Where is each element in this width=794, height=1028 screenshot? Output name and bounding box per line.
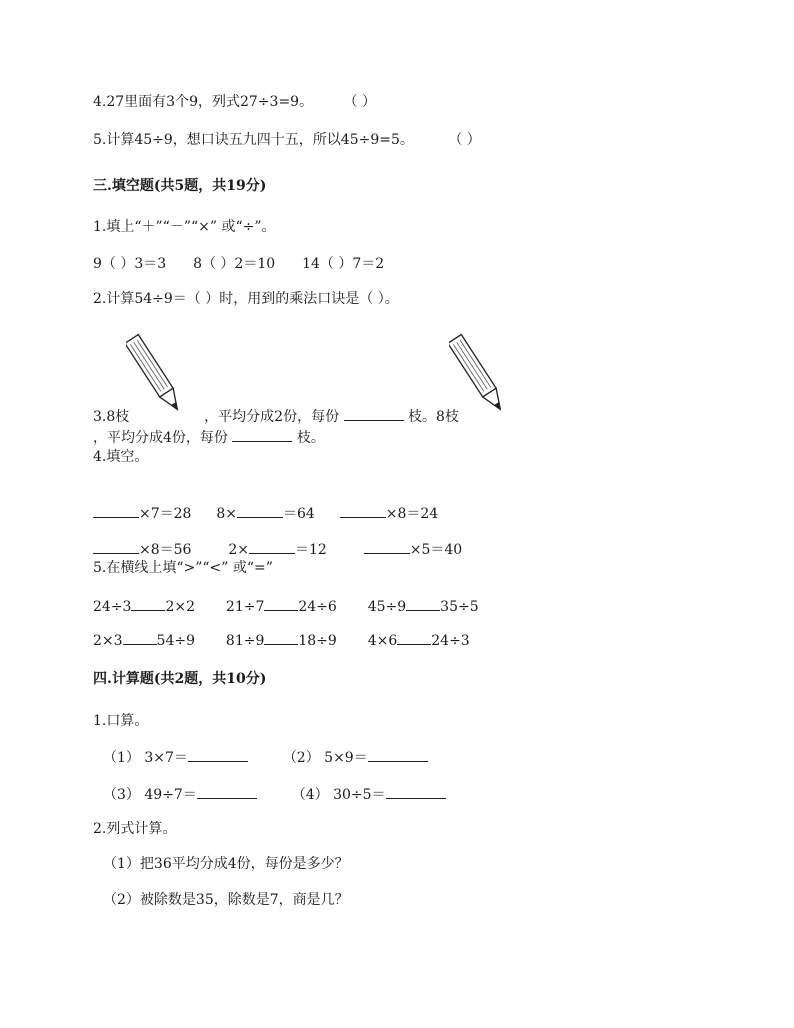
judge-q4-text: 4.27里面有3个9，列式27÷3=9。 (93, 94, 314, 110)
oral-calc-item: （4） 30÷5＝ (291, 787, 386, 803)
compare-left: 45÷9 (367, 599, 407, 615)
answer-blank[interactable] (131, 596, 165, 611)
s3-q3-part2: ，平均分成2份，每份 (204, 409, 340, 425)
answer-blank[interactable] (340, 503, 386, 518)
s4-q2-title: 2.列式计算。 (93, 821, 177, 837)
equation-text: ×8＝56 (139, 542, 192, 558)
equation-text: ×7＝28 (139, 506, 192, 522)
judge-q4 (93, 93, 376, 111)
equation-text: ×5＝40 (409, 542, 463, 558)
s3-q3-part3: 枝。8枝 (408, 409, 459, 425)
s3-q2: 2.计算54÷9＝（ ）时，用到的乘法口诀是（ ）。 (93, 291, 399, 307)
compare-right: 24÷3 (431, 633, 470, 649)
compare-left: 81÷9 (225, 633, 265, 649)
s3-q5-row (93, 596, 479, 616)
s3-q1-item[interactable]: 8（ ）2＝10 (193, 256, 276, 272)
s3-q3-part1: 3.8枝 (93, 409, 130, 425)
compare-right: 18÷9 (298, 633, 337, 649)
s3-q3-line2-b: 枝。 (296, 430, 325, 446)
section4-title: 四.计算题(共2题，共10分) (93, 671, 267, 687)
s3-q1-title: 1.填上“＋”“－”“×” 或“÷”。 (93, 219, 276, 235)
s3-q4-row (93, 503, 438, 523)
compare-left: 24÷3 (93, 599, 132, 615)
s3-q4-title: 4.填空。 (93, 449, 149, 465)
equation-text: 8× (216, 506, 237, 522)
judge-q5-text: 5.计算45÷9，想口诀五九四十五，所以45÷9=5。 (93, 132, 414, 148)
answer-blank[interactable] (232, 427, 292, 442)
compare-right: 54÷9 (156, 633, 195, 649)
s3-q3-line2-a: ，平均分成4份，每份 (93, 430, 228, 446)
answer-blank[interactable] (386, 784, 446, 799)
answer-blank[interactable] (344, 406, 404, 421)
answer-blank[interactable] (123, 630, 157, 645)
compare-left: 2×3 (93, 633, 123, 649)
oral-calc-item: （2） 5×9＝ (282, 750, 368, 766)
oral-calc-item: （1） 3×7＝ (103, 750, 188, 766)
judge-q5-answer-paren[interactable]: （ ） (448, 132, 481, 148)
s4-q1-title: 1.口算。 (93, 713, 149, 729)
answer-blank[interactable] (397, 630, 431, 645)
s3-q1-item[interactable]: 9（ ）3＝3 (93, 256, 167, 272)
equation-text: 2× (228, 542, 249, 558)
answer-blank[interactable] (188, 747, 248, 762)
judge-q5 (93, 131, 481, 149)
judge-q4-answer-paren[interactable]: （ ） (343, 94, 376, 110)
answer-blank[interactable] (93, 539, 139, 554)
answer-blank[interactable] (249, 539, 295, 554)
answer-blank[interactable] (406, 596, 440, 611)
compare-right: 24÷6 (298, 599, 337, 615)
answer-blank[interactable] (264, 596, 298, 611)
compare-right: 2×2 (165, 599, 195, 615)
s4-q1-row (103, 784, 446, 804)
oral-calc-item: （3） 49÷7＝ (103, 787, 197, 803)
section3-title: 三.填空题(共5题，共19分) (93, 178, 267, 194)
equation-text: ＝64 (283, 506, 315, 522)
s3-q3-line1 (93, 406, 459, 426)
compare-right: 35÷5 (440, 599, 479, 615)
compare-left: 4×6 (367, 633, 398, 649)
s4-q2-item: （2）被除数是35，除数是7，商是几？ (103, 892, 349, 908)
s3-q5-title: 5.在横线上填“>”“<” 或“=” (93, 560, 273, 576)
equation-text: ＝12 (295, 542, 327, 558)
answer-blank[interactable] (368, 747, 428, 762)
answer-blank[interactable] (197, 784, 257, 799)
s3-q3-line2 (93, 427, 325, 447)
s4-q1-row (103, 747, 428, 767)
answer-blank[interactable] (364, 539, 410, 554)
s3-q1-items (93, 255, 384, 273)
answer-blank[interactable] (93, 503, 139, 518)
answer-blank[interactable] (237, 503, 283, 518)
answer-blank[interactable] (264, 630, 298, 645)
s3-q1-item[interactable]: 14（ ）7＝2 (302, 256, 385, 272)
s3-q5-row (93, 630, 470, 650)
s4-q2-item: （1）把36平均分成4份，每份是多少？ (103, 856, 349, 872)
s3-q4-row (93, 539, 462, 559)
equation-text: ×8＝24 (385, 506, 439, 522)
compare-left: 21÷7 (225, 599, 265, 615)
